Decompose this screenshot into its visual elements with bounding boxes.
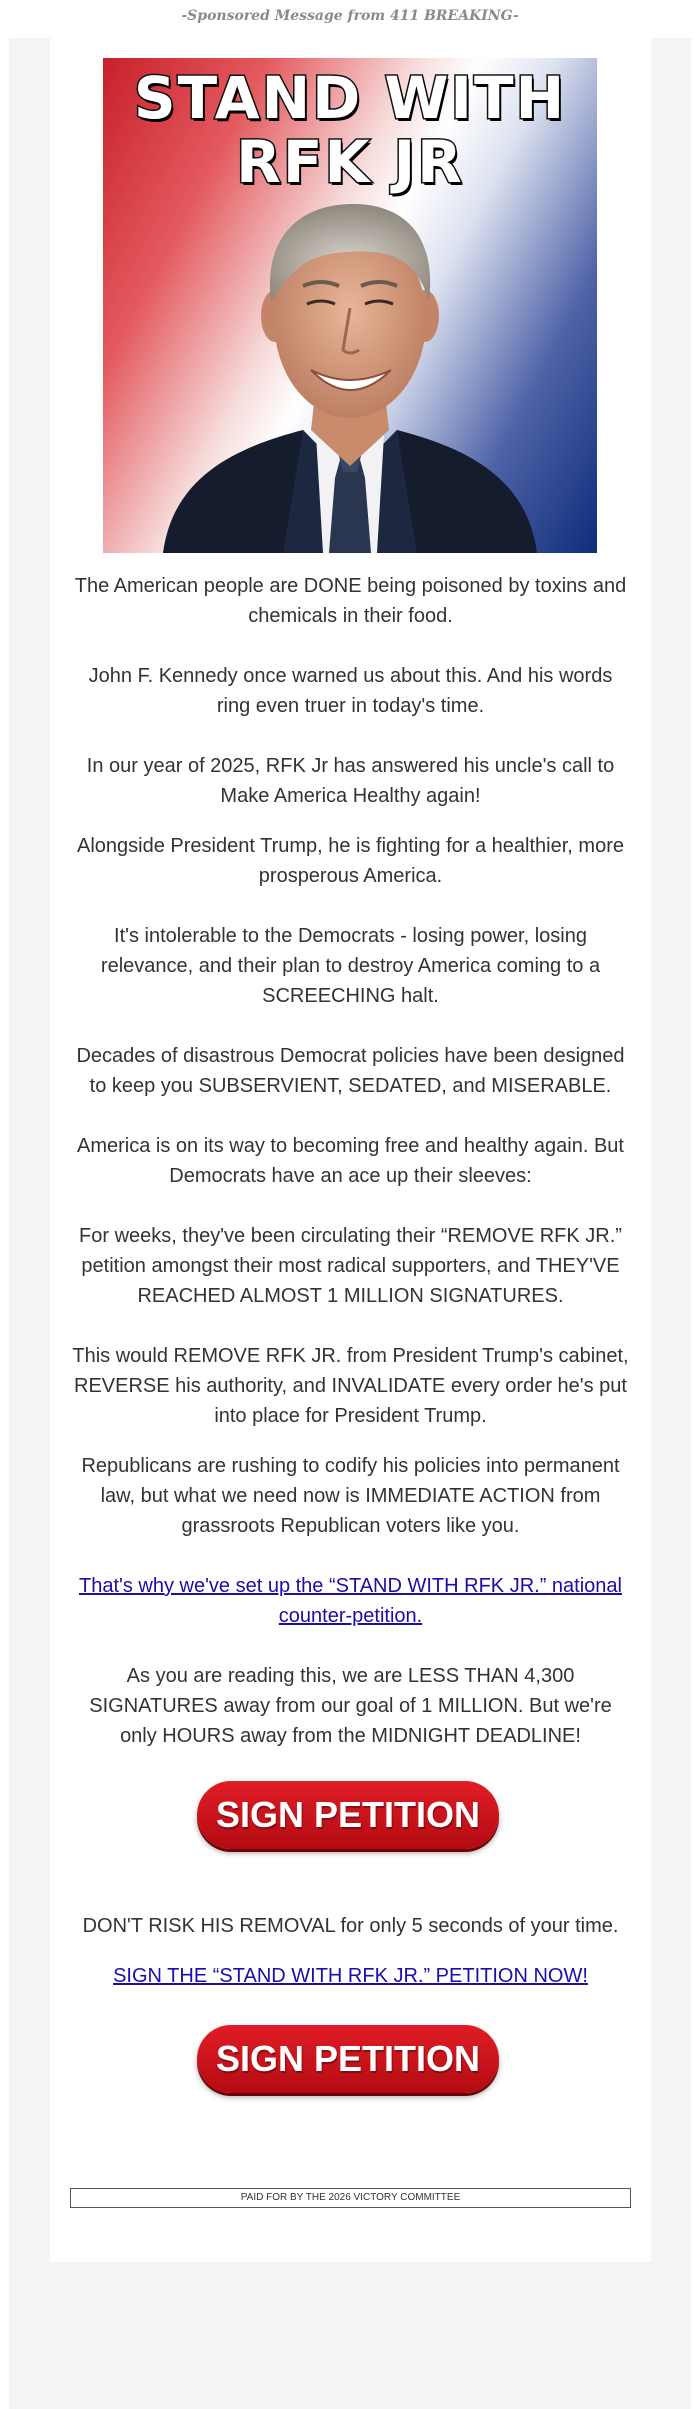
counter-petition-link[interactable]: That's why we've set up the “STAND WITH RFK JR.” national counter-petition. [79, 1575, 622, 1627]
paragraph-risk: DON'T RISK HIS REMOVAL for only 5 seconds of your time. [82, 1915, 619, 1937]
sign-petition-button-1[interactable]: SIGN PETITION [197, 1781, 499, 1849]
paragraph-cabinet: This would REMOVE RFK JR. from President Trump's cabinet, REVERSE his authority, and INVALIDATE every order he's put into place for President Trump. [72, 1345, 629, 1427]
sign-now-link[interactable]: SIGN THE “STAND WITH RFK JR.” PETITION NOW! [113, 1965, 588, 1987]
hero-title-line-1: STAND WITH [133, 64, 567, 132]
email-outer-background [9, 38, 691, 2409]
sponsored-preheader: -Sponsored Message from 411 BREAKING- [181, 8, 519, 24]
hero-title [103, 66, 597, 194]
paragraph-2025: In our year of 2025, RFK Jr has answered his uncle's call to Make America Healthy again! [86, 755, 615, 807]
paragraph-trump: Alongside President Trump, he is fighting for a healthier, more prosperous America. [77, 835, 624, 887]
hero-title-line-2: RFK JR [236, 128, 464, 196]
paragraph-deadline: As you are reading this, we are LESS THAN 4,300 SIGNATURES away from our goal of 1 MILLION. But we're only HOURS away from the MIDNIGHT DEADLINE! [89, 1665, 612, 1747]
paragraph-policies: Decades of disastrous Democrat policies have been designed to keep you SUBSERVIENT, SEDATED, and MISERABLE. [76, 1045, 625, 1097]
paragraph-ace: America is on its way to becoming free and healthy again. But Democrats have an ace up their sleeves: [77, 1135, 624, 1187]
sign-petition-button-2[interactable]: SIGN PETITION [197, 2025, 499, 2093]
hero-image[interactable] [103, 58, 597, 553]
paragraph-democrats-intolerable: It's intolerable to the Democrats - losing power, losing relevance, and their plan to destroy America coming to a SCREECHING halt. [100, 925, 601, 1007]
paid-for-disclaimer: PAID FOR BY THE 2026 VICTORY COMMITTEE [70, 2188, 631, 2208]
paragraph-jfk: John F. Kennedy once warned us about this. And his words ring even truer in today's time. [88, 665, 613, 717]
email-content-card [50, 38, 651, 2262]
paragraph-toxins: The American people are DONE being poisoned by toxins and chemicals in their food. [74, 575, 627, 627]
paragraph-remove-petition: For weeks, they've been circulating their “REMOVE RFK JR.” petition amongst their most radical supporters, and THEY'VE REACHED ALMOST 1 MILLION SIGNATURES. [79, 1225, 622, 1307]
paragraph-republicans: Republicans are rushing to codify his policies into permanent law, but what we need now is IMMEDIATE ACTION from grassroots Republican voters like you. [81, 1455, 620, 1537]
